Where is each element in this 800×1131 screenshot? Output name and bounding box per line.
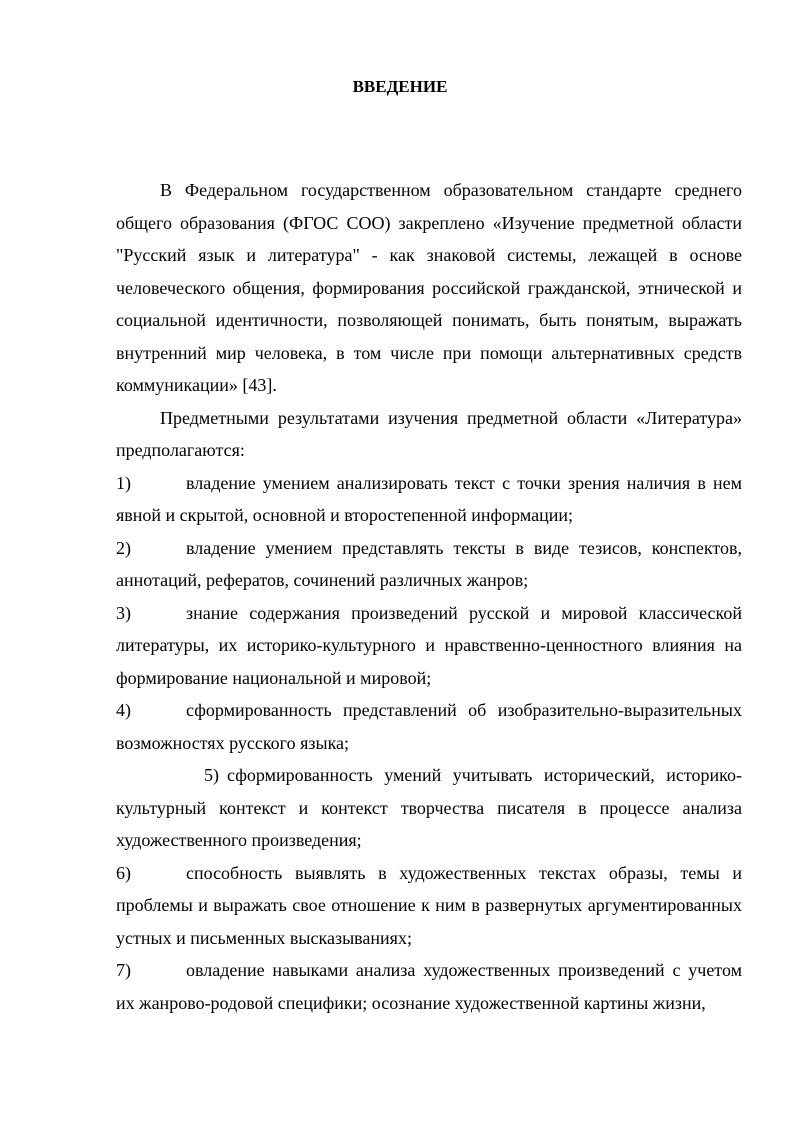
list-item-number: 2) — [116, 537, 131, 558]
list-item-number: 1) — [116, 472, 131, 493]
list-item-text: способность выявлять в художественных текстах образы, темы и проблемы и выражать свое отношение к ним в развернутых аргументированных устных и письменных высказываниях; — [116, 862, 742, 948]
list-item-number: 4) — [116, 700, 131, 720]
list-item-number: 3) — [116, 602, 131, 623]
list-item-number: 6) — [116, 862, 131, 883]
list-item-text: сформированность умений учитывать исторический, историко-культурный контекст и контекст творчества писателя в процессе анализа художественного произведения; — [116, 765, 742, 850]
list-item — [116, 597, 742, 695]
list-item — [116, 857, 742, 955]
document-body — [116, 174, 742, 1019]
list-item-number: 7) — [116, 960, 131, 980]
list-item-number: 5) — [204, 765, 219, 785]
list-item — [116, 694, 742, 759]
list-item-text: сформированность представлений об изобразительно-выразительных возможностях русского языка; — [116, 700, 742, 753]
list-item-text: овладение навыками анализа художественных произведений с учетом их жанрово-родовой специфики; осознание художественной картины жизни, — [116, 960, 742, 1013]
list-item — [116, 954, 742, 1019]
list-item — [116, 759, 742, 857]
results-paragraph: Предметными результатами изучения предметной области «Литература» предполагаются: — [116, 407, 742, 460]
list-item — [116, 532, 742, 597]
list-item — [116, 467, 742, 532]
page-title: ВВЕДЕНИЕ — [352, 77, 448, 96]
list-item-text: владение умением представлять тексты в виде тезисов, конспектов, аннотаций, рефератов, сочинений различных жанров; — [116, 537, 742, 590]
intro-paragraph: В Федеральном государственном образовательном стандарте среднего общего образования (ФГОС СОО) закреплено «Изучение предметной области "Русский язык и литература" - как знаковой системы, лежащей в основе человеческого общения, формирования российской гражданской, этнической и социальной идентичности, позволяющей понимать, быть понятым, выражать внутренний мир человека, в том числе при помощи альтернативных средств коммуникации» [43]. — [116, 180, 742, 395]
list-item-text: владение умением анализировать текст с точки зрения наличия в нем явной и скрытой, основной и второстепенной информации; — [116, 472, 742, 525]
list-item-text: знание содержания произведений русской и мировой классической литературы, их историко-культурного и нравственно-ценностного влияния на формирование национальной и мировой; — [116, 602, 742, 688]
